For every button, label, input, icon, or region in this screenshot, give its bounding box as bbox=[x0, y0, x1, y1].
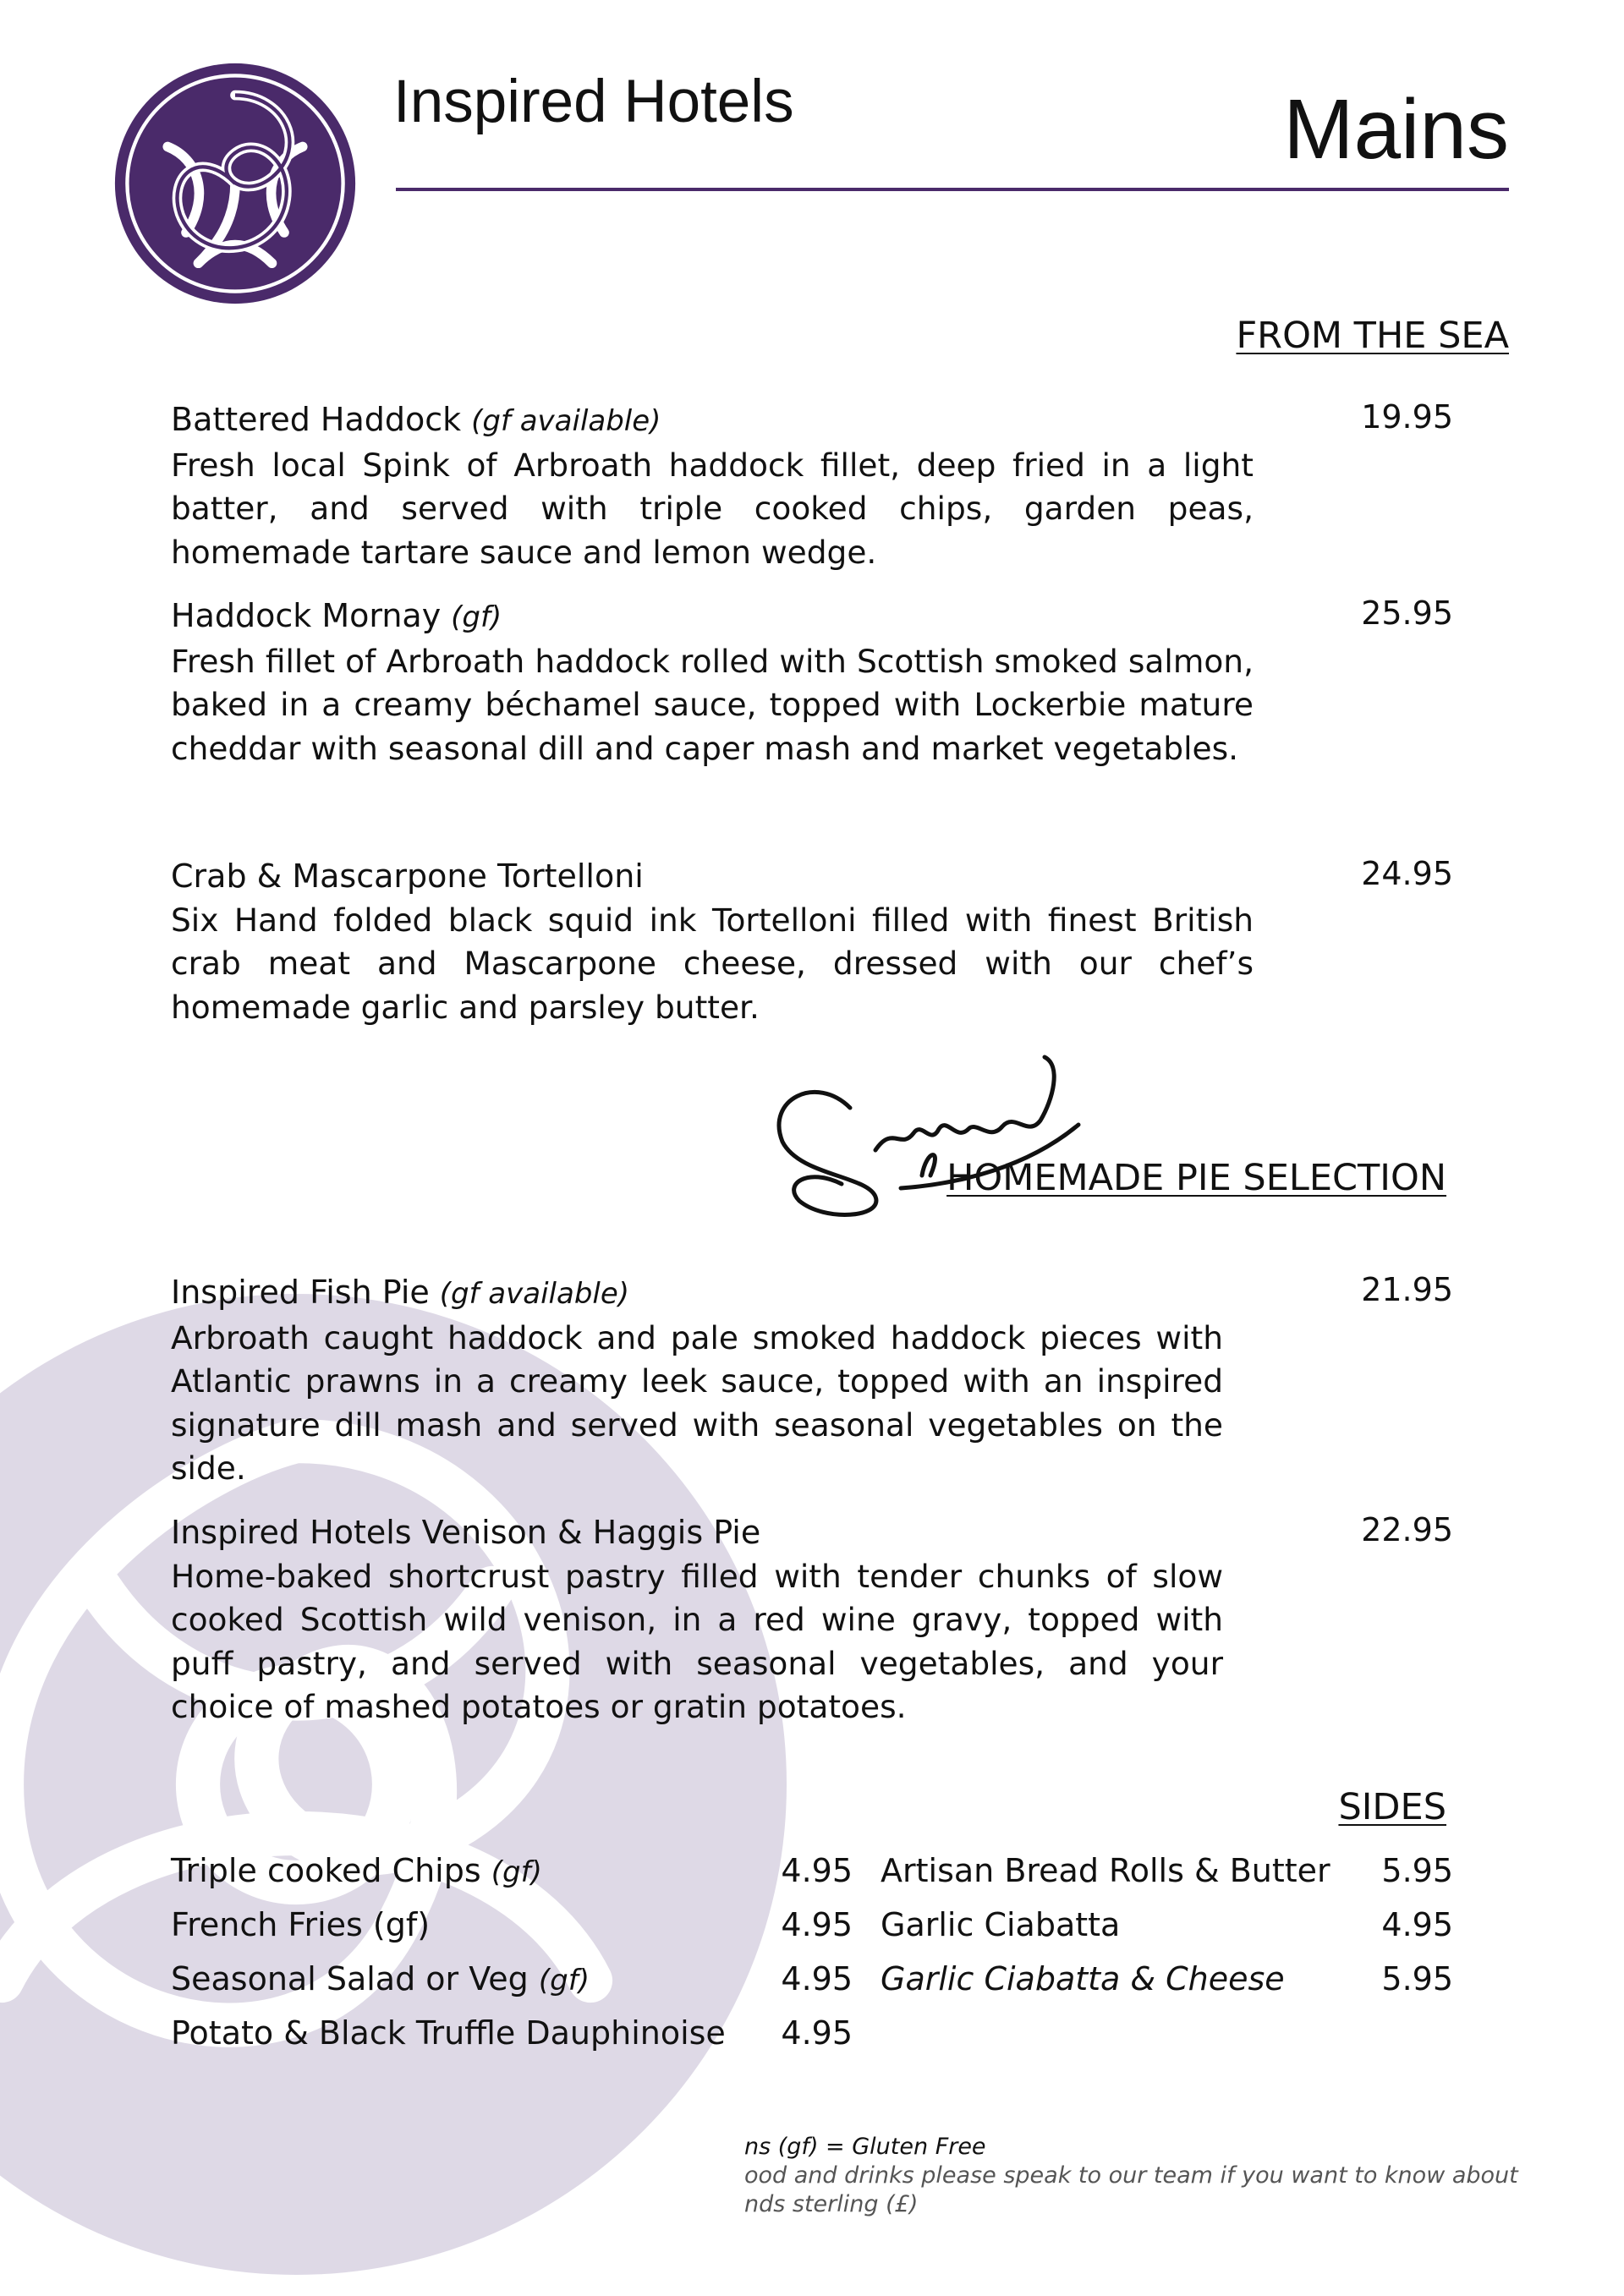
item-price: 21.95 bbox=[1361, 1271, 1453, 1308]
menu-item-venison-pie bbox=[171, 1511, 1223, 1729]
item-price: 25.95 bbox=[1361, 595, 1453, 632]
side-name: Potato & Black Truffle Dauphinoise bbox=[171, 2014, 726, 2052]
footer-note-gluten-free: ns (gf) = Gluten Free bbox=[744, 2134, 986, 2160]
page-title: Mains bbox=[1283, 82, 1509, 177]
item-dietary-tag: (gf) bbox=[451, 600, 502, 634]
side-name: Triple cooked Chips bbox=[171, 1852, 481, 1889]
side-price: 4.95 bbox=[781, 1906, 853, 1943]
side-name: Garlic Ciabatta & Cheese bbox=[881, 1960, 1285, 1997]
section-heading-pies: HOMEMADE PIE SELECTION bbox=[946, 1157, 1446, 1199]
side-name: Seasonal Salad or Veg bbox=[171, 1960, 529, 1997]
side-name: Artisan Bread Rolls & Butter bbox=[881, 1852, 1330, 1889]
side-item bbox=[171, 2014, 726, 2052]
side-price: 4.95 bbox=[1381, 1906, 1453, 1943]
section-heading-sides: SIDES bbox=[1338, 1786, 1446, 1828]
item-price: 22.95 bbox=[1361, 1511, 1453, 1548]
side-item bbox=[171, 1906, 430, 1943]
item-title bbox=[171, 855, 1254, 899]
signature-script-icon bbox=[749, 1049, 1104, 1226]
side-item bbox=[881, 1852, 1330, 1889]
side-item bbox=[881, 1960, 1285, 1997]
footer-note-currency: nds sterling (£) bbox=[744, 2191, 919, 2217]
header-divider bbox=[396, 188, 1509, 191]
side-name: Garlic Ciabatta bbox=[881, 1906, 1121, 1943]
item-name: Inspired Fish Pie bbox=[171, 1274, 430, 1311]
side-price: 4.95 bbox=[781, 1852, 853, 1889]
side-price: 4.95 bbox=[781, 1960, 853, 1997]
item-price: 19.95 bbox=[1361, 398, 1453, 436]
item-description: Fresh local Spink of Arbroath haddock fillet, deep fried in a light batter, and served with triple cooked chips, garden peas, homemade tartare sauce and lemon wedge. bbox=[171, 446, 1254, 571]
side-dietary-tag: (gf) bbox=[491, 1855, 542, 1889]
item-description: Arbroath caught haddock and pale smoked haddock pieces with Atlantic prawns in a creamy leek sauce, topped with an inspired signature dill mash and served with seasonal vegetables on the side. bbox=[171, 1318, 1223, 1487]
menu-item-haddock-mornay bbox=[171, 595, 1254, 770]
menu-item-fish-pie bbox=[171, 1271, 1223, 1491]
side-price: 5.95 bbox=[1381, 1852, 1453, 1889]
item-title bbox=[171, 1511, 1223, 1555]
menu-item-crab-tortelloni bbox=[171, 855, 1254, 1029]
item-dietary-tag: (gf available) bbox=[439, 1277, 630, 1311]
item-description: Fresh fillet of Arbroath haddock rolled with Scottish smoked salmon, baked in a creamy béchamel sauce, topped with Lockerbie mature cheddar with seasonal dill and caper mash and market vegetables. bbox=[171, 642, 1254, 767]
side-price: 5.95 bbox=[1381, 1960, 1453, 1997]
item-title bbox=[171, 595, 1254, 640]
item-name: Crab & Mascarpone Tortelloni bbox=[171, 858, 644, 895]
side-item bbox=[881, 1906, 1120, 1943]
item-price: 24.95 bbox=[1361, 855, 1453, 892]
footer-note-allergens: ood and drinks please speak to our team if you want to know about bbox=[744, 2162, 1518, 2189]
item-description: Six Hand folded black squid ink Tortelloni filled with finest British crab meat and Mascarpone cheese, dressed with our chef’s homemade garlic and parsley butter. bbox=[171, 901, 1254, 1026]
celtic-knot-logo-icon bbox=[112, 61, 358, 306]
side-item bbox=[171, 1960, 590, 1997]
section-heading-sea: FROM THE SEA bbox=[1236, 315, 1509, 357]
item-dietary-tag: (gf available) bbox=[471, 404, 661, 438]
brand-name: Inspired Hotels bbox=[393, 68, 794, 135]
item-name: Inspired Hotels Venison & Haggis Pie bbox=[171, 1514, 761, 1551]
menu-item-battered-haddock bbox=[171, 398, 1254, 574]
side-item bbox=[171, 1852, 542, 1889]
item-name: Haddock Mornay bbox=[171, 597, 442, 634]
side-price: 4.95 bbox=[781, 2014, 853, 2052]
item-title bbox=[171, 398, 1254, 444]
side-name: French Fries (gf) bbox=[171, 1906, 431, 1943]
side-dietary-tag: (gf) bbox=[538, 1964, 590, 1997]
item-description: Home-baked shortcrust pastry filled with tender chunks of slow cooked Scottish wild venison, in a red wine gravy, topped with puff pastry, and served with seasonal vegetables, and your choice of mashed potatoes or gratin potatoes. bbox=[171, 1557, 1223, 1725]
item-name: Battered Haddock bbox=[171, 401, 462, 438]
item-title bbox=[171, 1271, 1223, 1317]
